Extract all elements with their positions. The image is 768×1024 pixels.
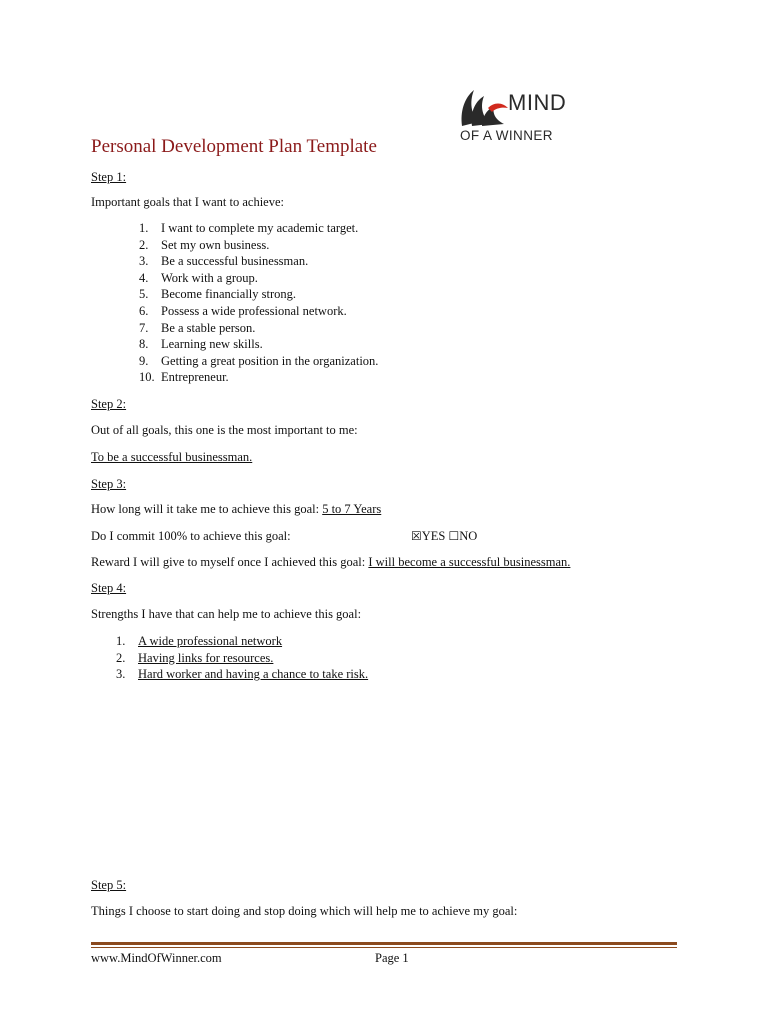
- commit-options: [411, 530, 477, 543]
- list-item: 10. Entrepreneur.: [139, 370, 229, 385]
- step2-heading: Step 2:: [91, 397, 127, 411]
- most-important-goal: To be a successful businessman.: [91, 450, 253, 464]
- step3-heading: Step 3:: [91, 477, 127, 491]
- list-item: 2. Having links for resources.: [116, 650, 274, 665]
- yes-checkbox[interactable]: ☒: [411, 529, 422, 543]
- logo: [458, 86, 588, 150]
- list-item: 9. Getting a great position in the organization.: [139, 353, 379, 368]
- list-item: 1. I want to complete my academic target.: [139, 221, 359, 235]
- reward-prompt: Reward I will give to myself once I achieved this goal: I will become a successful businessman.: [91, 555, 571, 569]
- list-item: 1. A wide professional network: [116, 634, 283, 648]
- step5-heading: Step 5:: [91, 878, 127, 892]
- footer-divider-thin: [91, 947, 677, 948]
- strengths-list: [116, 633, 516, 683]
- list-item: 6. Possess a wide professional network.: [139, 303, 347, 318]
- step4-heading: Step 4:: [91, 581, 127, 595]
- logo-text-mind: MIND: [508, 90, 567, 115]
- step2-prompt: Out of all goals, this one is the most important to me:: [91, 423, 358, 437]
- logo-text-winner: OF A WINNER: [460, 128, 553, 143]
- list-item: 8. Learning new skills.: [139, 337, 263, 352]
- goals-list: [139, 220, 539, 386]
- list-item: 2. Set my own business.: [139, 237, 270, 252]
- list-item: 4. Work with a group.: [139, 270, 258, 285]
- list-item: 3. Be a successful businessman.: [139, 254, 309, 269]
- yes-label: YES: [421, 529, 446, 543]
- page-number: Page 1: [375, 951, 409, 965]
- logo-wing-icon: [458, 88, 510, 128]
- reward-answer: I will become a successful businessman.: [368, 555, 571, 569]
- step5-prompt: Things I choose to start doing and stop doing which will help me to achieve my goal:: [91, 904, 518, 918]
- time-prompt: How long will it take me to achieve this goal: 5 to 7 Years: [91, 502, 382, 516]
- footer-website: www.MindOfWinner.com: [91, 951, 222, 965]
- list-item: 7. Be a stable person.: [139, 320, 256, 335]
- time-answer: 5 to 7 Years: [322, 502, 382, 516]
- page-title: Personal Development Plan Template: [91, 136, 377, 157]
- step1-heading: Step 1:: [91, 170, 127, 184]
- step4-prompt: Strengths I have that can help me to achieve this goal:: [91, 607, 362, 621]
- list-item: 5. Become financially strong.: [139, 287, 297, 302]
- commit-prompt: Do I commit 100% to achieve this goal:: [91, 529, 291, 543]
- list-item: 3. Hard worker and having a chance to take risk.: [116, 667, 369, 682]
- footer-divider: [91, 942, 677, 945]
- no-label: NO: [459, 529, 478, 543]
- step1-prompt: Important goals that I want to achieve:: [91, 195, 284, 209]
- no-checkbox[interactable]: ☐: [448, 529, 460, 543]
